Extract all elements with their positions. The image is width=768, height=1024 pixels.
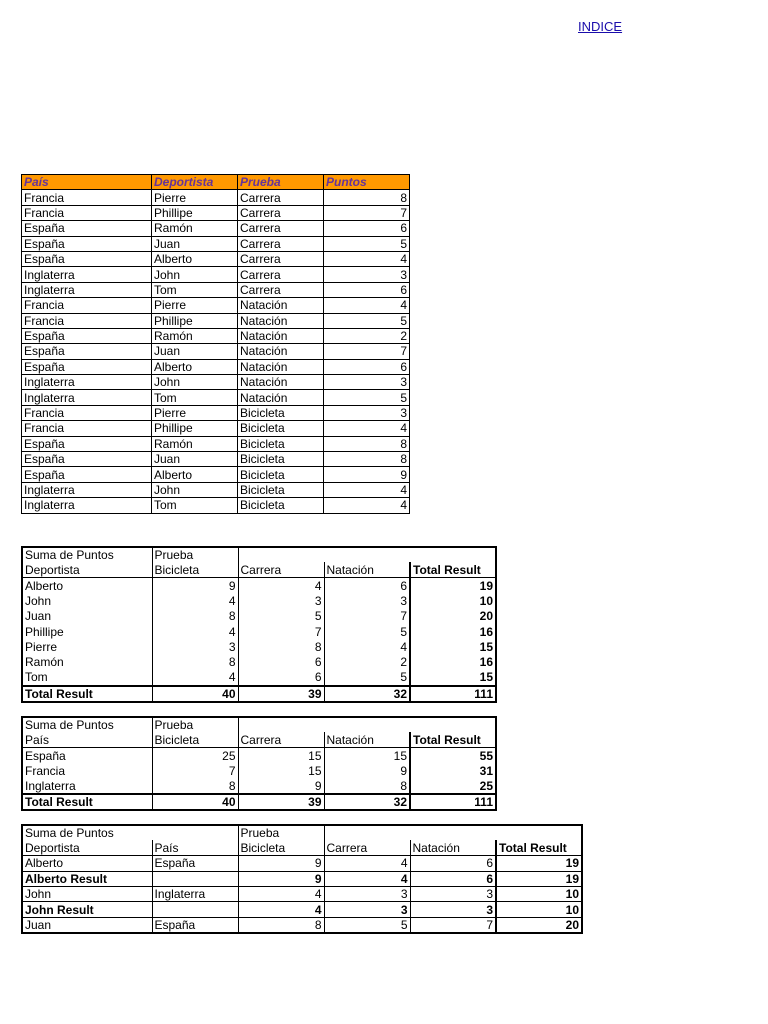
table-cell: 6: [238, 670, 324, 685]
table-cell: 5: [324, 236, 410, 251]
pivot-subtotal-row: [22, 871, 582, 886]
table-cell: 4: [324, 498, 410, 513]
table-cell: Pierre: [152, 298, 238, 313]
table-row: [22, 251, 410, 266]
pivot-total-row: [22, 794, 496, 810]
table-cell: Tom: [25, 670, 48, 685]
table-cell: España: [22, 452, 152, 467]
table-row: [22, 436, 410, 451]
table-row: [22, 236, 410, 251]
table-cell: Carrera: [238, 267, 324, 282]
table-cell: 8: [152, 779, 238, 794]
table-cell: 8: [238, 639, 324, 654]
table-cell: 3: [324, 887, 410, 902]
pivot-column-label: Carrera: [238, 562, 324, 577]
table-cell: Carrera: [238, 251, 324, 266]
column-header: Puntos: [324, 175, 410, 190]
table-row: [22, 344, 410, 359]
table-cell: 7: [324, 205, 410, 220]
table-cell: 5: [324, 670, 410, 685]
pivot-row-field: País: [152, 840, 238, 855]
table-cell: 39: [238, 686, 324, 702]
table-cell: 4: [238, 578, 324, 593]
table-cell: Ramón: [25, 655, 64, 670]
table-cell: Juan: [152, 236, 238, 251]
data-table: [21, 174, 410, 514]
table-cell: Phillipe: [25, 624, 64, 639]
table-cell: Inglaterra: [22, 498, 152, 513]
pivot-field-row: [22, 547, 496, 562]
table-cell: 5: [324, 624, 410, 639]
table-row: [22, 498, 410, 513]
table-cell: 7: [324, 344, 410, 359]
table-cell: 3: [324, 267, 410, 282]
pivot-column-label: Natación: [324, 562, 410, 577]
table-cell: 5: [324, 390, 410, 405]
table-cell: Bicicleta: [238, 436, 324, 451]
table-cell: España: [22, 467, 152, 482]
pivot-blank: [238, 547, 496, 562]
table-cell: España: [22, 359, 152, 374]
table-cell: Natación: [238, 313, 324, 328]
table-cell: 2: [324, 328, 410, 343]
table-cell: 15: [324, 748, 410, 763]
table-row: [22, 359, 410, 374]
pivot-row: [22, 655, 496, 670]
table-cell: 31: [410, 763, 496, 778]
pivot-table-deportista: [21, 546, 497, 703]
table-cell: John: [152, 482, 238, 497]
table-row: [22, 267, 410, 282]
table-cell: 19: [496, 856, 582, 871]
pivot-field-row: [22, 825, 582, 840]
table-cell: Francia: [22, 405, 152, 420]
pivot-row: [22, 779, 496, 794]
pivot-total-row: [22, 686, 496, 702]
table-cell: España: [25, 748, 66, 763]
table-cell: Inglaterra: [22, 482, 152, 497]
table-row: [22, 205, 410, 220]
table-cell: Francia: [22, 313, 152, 328]
table-cell: Tom: [152, 390, 238, 405]
pivot-column-label: Total Result: [410, 562, 496, 577]
table-cell: España: [22, 436, 152, 451]
table-cell: 3: [324, 405, 410, 420]
column-header: Prueba: [238, 175, 324, 190]
table-cell: Pierre: [152, 190, 238, 205]
table-cell: Natación: [238, 344, 324, 359]
pivot-column-label: Total Result: [410, 732, 496, 747]
pivot-table-deportista-pais: [21, 824, 583, 934]
table-cell: Juan: [25, 917, 52, 932]
table-cell: 6: [324, 282, 410, 297]
table-cell: España: [22, 251, 152, 266]
table-cell: 4: [324, 871, 410, 886]
table-cell: Alberto: [152, 251, 238, 266]
table-cell: 3: [238, 593, 324, 608]
table-cell: Alberto: [152, 467, 238, 482]
table-row: [22, 298, 410, 313]
pivot-row: [22, 578, 496, 593]
table-cell: 10: [496, 902, 582, 917]
table-cell: 4: [152, 670, 238, 685]
table-cell: Francia: [25, 763, 66, 778]
table-row: [22, 375, 410, 390]
table-row: [22, 405, 410, 420]
table-cell: Total Result: [22, 686, 152, 702]
pivot-column-label: Bicicleta: [238, 840, 324, 855]
table-cell: Francia: [22, 421, 152, 436]
table-cell: John: [152, 267, 238, 282]
table-cell: John Result: [22, 902, 152, 917]
table-cell: [152, 902, 238, 917]
table-cell: Francia: [22, 298, 152, 313]
table-row: [22, 452, 410, 467]
table-cell: 6: [410, 856, 496, 871]
pivot-row-field: Deportista: [22, 562, 152, 577]
table-cell: 4: [324, 482, 410, 497]
table-cell: Natación: [238, 328, 324, 343]
table-row: [22, 482, 410, 497]
table-cell: 4: [152, 593, 238, 608]
table-cell: John: [25, 887, 52, 902]
pivot-column-field: Prueba: [238, 825, 324, 840]
table-cell: 4: [238, 902, 324, 917]
table-cell: 15: [410, 670, 496, 685]
table-cell: 6: [324, 578, 410, 593]
table-cell: 16: [410, 624, 496, 639]
table-cell: 7: [324, 609, 410, 624]
pivot-row: [22, 763, 496, 778]
table-cell: Carrera: [238, 221, 324, 236]
table-cell: 111: [410, 794, 496, 810]
table-cell: 3: [410, 902, 496, 917]
table-cell: 16: [410, 655, 496, 670]
table-cell: 15: [238, 748, 324, 763]
table-cell: Bicicleta: [238, 482, 324, 497]
table-cell: Natación: [238, 375, 324, 390]
table-cell: 4: [324, 421, 410, 436]
table-cell: 25: [410, 779, 496, 794]
table-cell: 6: [238, 655, 324, 670]
table-row: [22, 390, 410, 405]
table-cell: 6: [324, 359, 410, 374]
table-cell: 8: [324, 436, 410, 451]
table-cell: Inglaterra: [22, 282, 152, 297]
pivot-column-field: Prueba: [152, 717, 238, 732]
pivot-label-row: [22, 840, 582, 855]
table-cell: 10: [496, 887, 582, 902]
table-cell: 4: [152, 624, 238, 639]
table-cell: 4: [324, 251, 410, 266]
table-cell: 8: [324, 779, 410, 794]
table-cell: 20: [410, 609, 496, 624]
table-cell: Pierre: [152, 405, 238, 420]
table-cell: 9: [238, 871, 324, 886]
pivot-column-field: Prueba: [152, 547, 238, 562]
table-cell: Carrera: [238, 205, 324, 220]
table-cell: Juan: [25, 609, 52, 624]
pivot-column-label: Bicicleta: [152, 732, 238, 747]
table-cell: Carrera: [238, 236, 324, 251]
pivot-data-label: Suma de Puntos: [25, 718, 114, 733]
pivot-data-label: Suma de Puntos: [25, 548, 114, 563]
table-cell: Tom: [152, 498, 238, 513]
table-cell: 15: [410, 639, 496, 654]
table-cell: 8: [152, 609, 238, 624]
table-cell: 5: [238, 609, 324, 624]
table-cell: Inglaterra: [25, 778, 76, 793]
table-cell: 15: [238, 763, 324, 778]
table-cell: 9: [324, 763, 410, 778]
table-cell: 8: [324, 190, 410, 205]
table-cell: 32: [324, 794, 410, 810]
pivot-row: [22, 856, 582, 871]
pivot-row: [22, 624, 496, 639]
table-cell: 9: [238, 856, 324, 871]
column-header: Deportista: [152, 175, 238, 190]
table-cell: Bicicleta: [238, 498, 324, 513]
table-cell: Ramón: [152, 328, 238, 343]
table-cell: 40: [152, 794, 238, 810]
pivot-row-field: País: [22, 732, 152, 747]
pivot-row: [22, 748, 496, 763]
pivot-row: [22, 609, 496, 624]
table-cell: Bicicleta: [238, 405, 324, 420]
pivot-field-row: [22, 717, 496, 732]
table-cell: 7: [152, 763, 238, 778]
table-cell: Francia: [22, 205, 152, 220]
pivot-data-label: Suma de Puntos: [25, 826, 114, 841]
pivot-label-row: [22, 732, 496, 747]
table-cell: 19: [410, 578, 496, 593]
table-cell: Carrera: [238, 282, 324, 297]
table-cell: 19: [496, 871, 582, 886]
table-cell: Alberto: [25, 578, 64, 593]
table-cell: John: [152, 375, 238, 390]
table-cell: Phillipe: [152, 421, 238, 436]
table-cell: Total Result: [22, 794, 152, 810]
table-cell: 4: [238, 887, 324, 902]
table-cell: 10: [410, 593, 496, 608]
table-cell: Inglaterra: [22, 267, 152, 282]
pivot-row: [22, 670, 496, 685]
table-cell: 40: [152, 686, 238, 702]
table-cell: Alberto Result: [22, 871, 152, 886]
table-cell: Alberto: [152, 359, 238, 374]
table-cell: España: [22, 221, 152, 236]
table-cell: Inglaterra: [152, 887, 238, 902]
table-cell: Bicicleta: [238, 467, 324, 482]
pivot-blank: [238, 717, 496, 732]
table-row: [22, 190, 410, 205]
table-cell: 5: [324, 917, 410, 933]
table-row: [22, 328, 410, 343]
table-row: [22, 421, 410, 436]
pivot-label-row: [22, 562, 496, 577]
table-cell: España: [22, 236, 152, 251]
table-cell: Natación: [238, 359, 324, 374]
table-row: [22, 221, 410, 236]
pivot-row: [22, 639, 496, 654]
table-cell: Phillipe: [152, 313, 238, 328]
table-cell: 111: [410, 686, 496, 702]
table-cell: Ramón: [152, 436, 238, 451]
pivot-column-label: Bicicleta: [152, 562, 238, 577]
indice-link[interactable]: INDICE: [578, 19, 623, 34]
table-cell: John: [25, 593, 52, 608]
table-cell: 3: [324, 375, 410, 390]
table-cell: Inglaterra: [22, 390, 152, 405]
pivot-row: [22, 887, 582, 902]
table-cell: 4: [324, 639, 410, 654]
table-cell: 8: [238, 917, 324, 933]
table-cell: 6: [410, 871, 496, 886]
table-cell: Ramón: [152, 221, 238, 236]
table-cell: 8: [152, 655, 238, 670]
table-cell: España: [152, 917, 238, 933]
pivot-blank: [324, 825, 582, 840]
table-cell: Natación: [238, 390, 324, 405]
table-cell: España: [22, 328, 152, 343]
table-cell: Carrera: [238, 190, 324, 205]
pivot-column-label: Carrera: [238, 732, 324, 747]
table-cell: Tom: [152, 282, 238, 297]
table-cell: Inglaterra: [22, 375, 152, 390]
table-cell: 32: [324, 686, 410, 702]
table-cell: Bicicleta: [238, 421, 324, 436]
table-cell: 2: [324, 655, 410, 670]
pivot-subtotal-row: [22, 902, 582, 917]
column-header: País: [22, 175, 152, 190]
table-cell: 4: [324, 298, 410, 313]
table-cell: España: [152, 856, 238, 871]
table-cell: Juan: [152, 452, 238, 467]
table-cell: Phillipe: [152, 205, 238, 220]
table-cell: 4: [324, 856, 410, 871]
pivot-column-label: Carrera: [324, 840, 410, 855]
pivot-row: [22, 917, 582, 933]
table-cell: 6: [324, 221, 410, 236]
table-row: [22, 467, 410, 482]
table-cell: Bicicleta: [238, 452, 324, 467]
table-cell: 7: [410, 917, 496, 933]
table-cell: Natación: [238, 298, 324, 313]
table-cell: 20: [496, 917, 582, 933]
table-cell: 3: [324, 593, 410, 608]
table-row: [22, 313, 410, 328]
pivot-row-field: Deportista: [22, 840, 152, 855]
pivot-column-label: Natación: [410, 840, 496, 855]
table-cell: Juan: [152, 344, 238, 359]
table-cell: 5: [324, 313, 410, 328]
table-cell: 9: [324, 467, 410, 482]
table-cell: 7: [238, 624, 324, 639]
table-cell: Francia: [22, 190, 152, 205]
pivot-table-pais: [21, 716, 497, 811]
table-cell: 9: [238, 779, 324, 794]
table-cell: 3: [324, 902, 410, 917]
table-cell: [152, 871, 238, 886]
data-table-header: [22, 175, 410, 190]
table-cell: 3: [152, 639, 238, 654]
pivot-column-label: Natación: [324, 732, 410, 747]
table-row: [22, 282, 410, 297]
table-cell: 25: [152, 748, 238, 763]
table-cell: 8: [324, 452, 410, 467]
table-cell: 3: [410, 887, 496, 902]
table-cell: 55: [410, 748, 496, 763]
table-cell: 9: [152, 578, 238, 593]
table-cell: Pierre: [25, 640, 58, 655]
table-cell: 39: [238, 794, 324, 810]
table-cell: España: [22, 344, 152, 359]
pivot-row: [22, 593, 496, 608]
pivot-column-label: Total Result: [496, 840, 582, 855]
table-cell: Alberto: [25, 856, 64, 871]
